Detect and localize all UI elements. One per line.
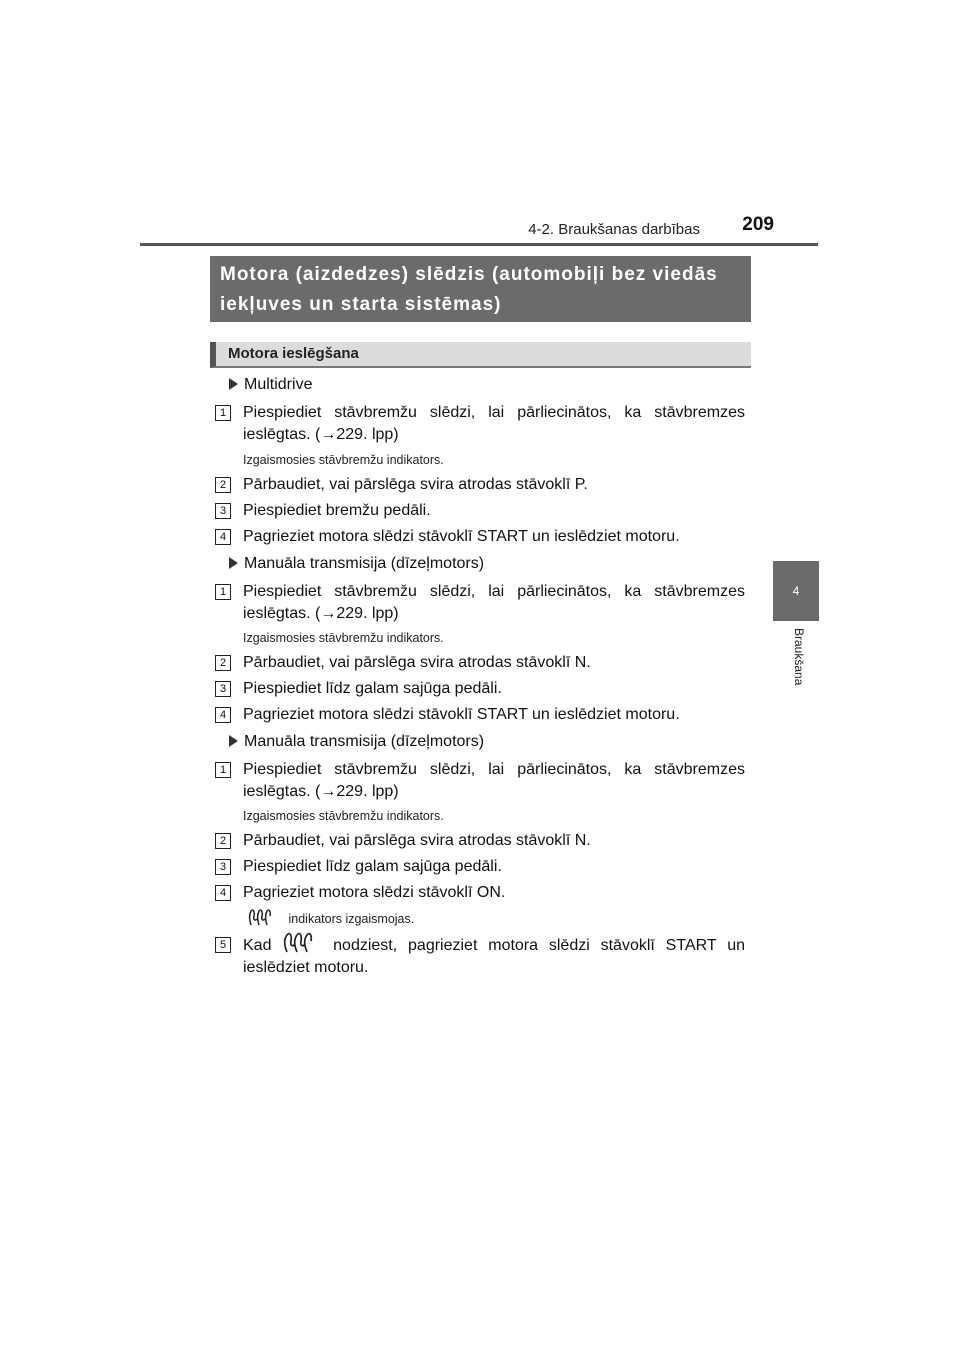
step-number: 1 [215, 584, 231, 600]
step-number: 3 [215, 681, 231, 697]
triangle-bullet-icon [229, 557, 238, 569]
step-note: Izgaismosies stāvbremžu indikators. [243, 631, 444, 645]
step-text: Piespiediet līdz galam sajūga pedāli. [243, 680, 502, 697]
chapter-number: 4 [792, 584, 800, 598]
glow-plug-indicator-icon [282, 932, 322, 954]
step-number: 4 [215, 707, 231, 723]
step-text: Piespiediet bremžu pedāli. [243, 502, 431, 519]
step-text: Pārbaudiet, vai pārslēga svira atrodas stāvoklī N. [243, 654, 591, 671]
step-text: Piespiediet līdz galam sajūga pedāli. [243, 858, 502, 875]
section-title: 4-2. Braukšanas darbības [528, 221, 700, 238]
step-number: 2 [215, 477, 231, 493]
step-text: Piespiediet stāvbremžu slēdzi, lai pārliecinātos, ka stāvbremzes ieslēgtas. (→229. lpp) [243, 404, 745, 443]
step-text: Pārbaudiet, vai pārslēga svira atrodas stāvoklī P. [243, 476, 588, 493]
step-note: Izgaismosies stāvbremžu indikators. [243, 453, 444, 467]
step-text: Kad nodziest, pagrieziet motora slēdzi stāvoklī START un ieslēdziet motoru. [243, 932, 745, 979]
step-text: Pagrieziet motora slēdzi stāvoklī START un ieslēdziet motoru. [243, 706, 680, 723]
step-text: Pagrieziet motora slēdzi stāvoklī ON. [243, 884, 506, 901]
page-title: Motora (aizdedzes) slēdzis (automobiļi bez viedās iekļuves un starta sistēmas) [210, 256, 751, 322]
step-number: 5 [215, 937, 231, 953]
step-number: 1 [215, 405, 231, 421]
step-text: Pārbaudiet, vai pārslēga svira atrodas stāvoklī N. [243, 832, 591, 849]
step-number: 4 [215, 529, 231, 545]
step-text: Piespiediet stāvbremžu slēdzi, lai pārliecinātos, ka stāvbremzes ieslēgtas. (→229. lpp) [243, 761, 745, 800]
block-heading: Multidrive [229, 376, 960, 394]
triangle-bullet-icon [229, 378, 238, 390]
step-number: 3 [215, 503, 231, 519]
step-number: 3 [215, 859, 231, 875]
chapter-label: Braukšana [792, 628, 806, 686]
page-header [140, 213, 818, 246]
section-subheading: Motora ieslēgšana [210, 342, 751, 368]
step-text: Pagrieziet motora slēdzi stāvoklī START un ieslēdziet motoru. [243, 528, 680, 545]
step-number: 2 [215, 655, 231, 671]
page-number: 209 [742, 214, 774, 235]
glow-plug-indicator-icon [247, 909, 279, 927]
step-note: indikators izgaismojas. [247, 909, 414, 927]
step-number: 4 [215, 885, 231, 901]
step-number: 2 [215, 833, 231, 849]
step-number: 1 [215, 762, 231, 778]
step-note: Izgaismosies stāvbremžu indikators. [243, 809, 444, 823]
triangle-bullet-icon [229, 735, 238, 747]
block-heading: Manuāla transmisija (dīzeļmotors) [229, 555, 960, 573]
block-heading: Manuāla transmisija (dīzeļmotors) [229, 733, 960, 751]
step-text: Piespiediet stāvbremžu slēdzi, lai pārliecinātos, ka stāvbremzes ieslēgtas. (→229. lpp) [243, 583, 745, 622]
